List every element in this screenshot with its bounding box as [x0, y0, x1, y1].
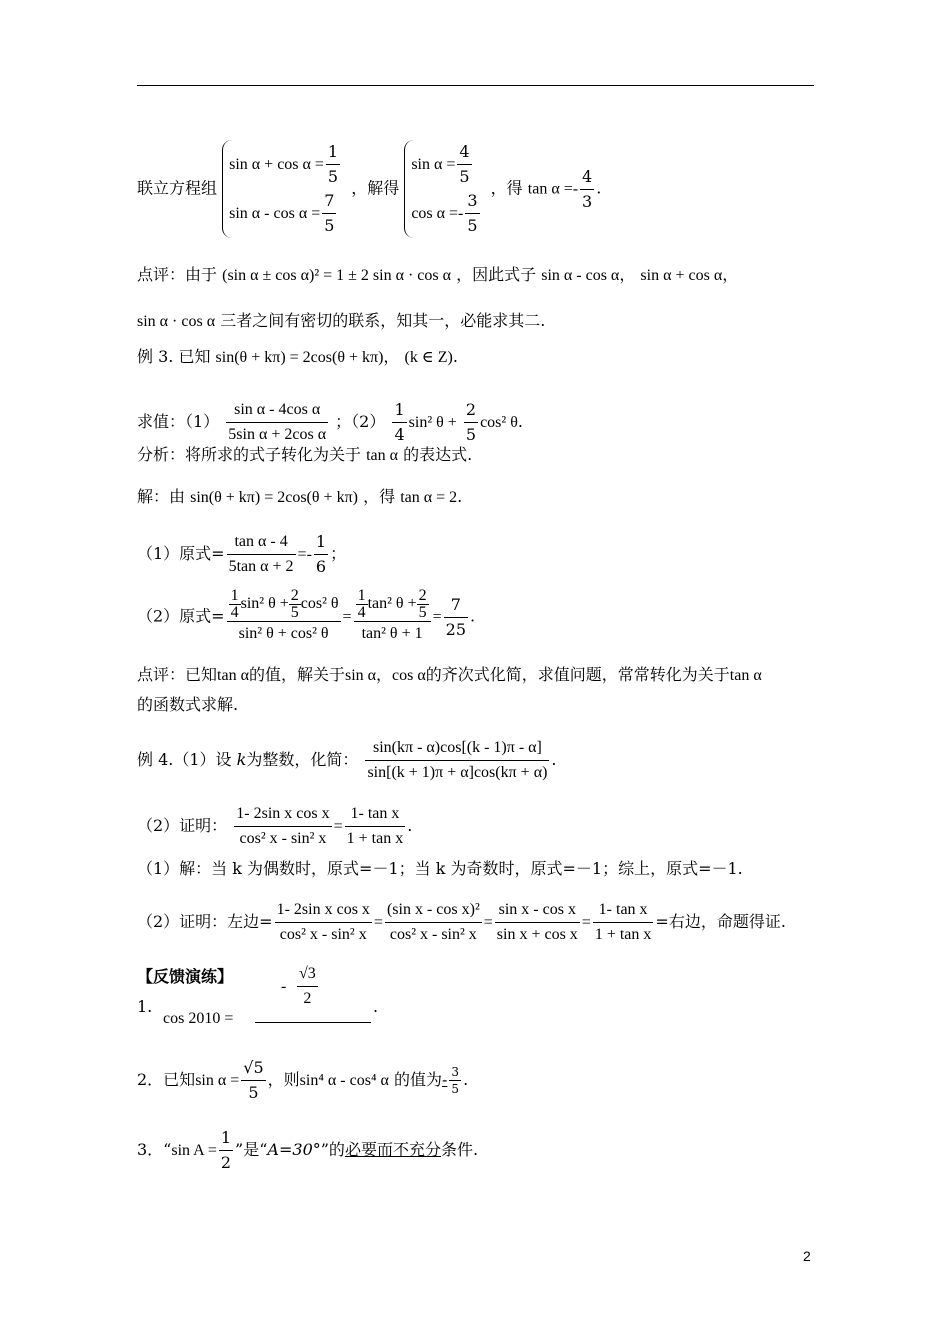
- comment-mid: ，因此式子: [456, 265, 537, 284]
- q2-mid: ，则: [267, 1070, 300, 1089]
- q2-tail: 的值为: [394, 1070, 443, 1089]
- solve-mid: ，得: [363, 487, 396, 506]
- period: .: [517, 412, 523, 431]
- semicolon: ；: [330, 544, 347, 563]
- frac-num: 1- 2sin x cos x: [234, 802, 331, 827]
- frac-den: 5: [465, 425, 477, 444]
- ans2-lead: （2）证明：左边=: [137, 912, 273, 931]
- frac-den: 5: [327, 167, 339, 186]
- answer2-line: [137, 898, 827, 947]
- frac-num: 1: [392, 398, 406, 423]
- expr-1: sin α - cos α: [541, 267, 620, 284]
- frac-den: 3: [582, 191, 593, 211]
- eq: =: [581, 914, 591, 931]
- frac-num: √3: [297, 962, 318, 987]
- period: .: [373, 997, 379, 1016]
- frac-den: 5: [290, 604, 299, 621]
- s2-d2: tan² θ + 1: [361, 625, 423, 642]
- ex3-given: sin(θ + kπ) = 2cos(θ + kπ): [215, 349, 384, 366]
- frac-den: 4: [357, 604, 366, 621]
- q2-lead: 2．已知: [137, 1070, 196, 1089]
- period: .: [457, 487, 463, 506]
- c2-c: 的值，解关于: [248, 665, 345, 684]
- text-tail: ，得: [490, 178, 523, 198]
- identity-formula: (sin α ± cos α)² = 1 ± 2 sin α · cos α: [222, 267, 452, 284]
- step1-line: [137, 530, 827, 579]
- ex4-mid: 为整数，化简：: [246, 750, 359, 769]
- frac-den: cos² x - sin² x: [239, 830, 327, 847]
- solve-result: tan α = 2: [400, 489, 458, 506]
- eq: =: [373, 914, 383, 931]
- frac-den: 1 + tan x: [346, 830, 404, 847]
- period: .: [452, 347, 458, 366]
- solve-line: [137, 486, 827, 509]
- tan-eq: tan α =-: [527, 180, 579, 198]
- frac-num: √5: [241, 1056, 265, 1081]
- expr-2: sin α + cos α: [640, 267, 723, 284]
- ex4-lead: 例 4.（1）设: [137, 750, 232, 769]
- frac-num: 1: [314, 530, 328, 555]
- frac-num: tan α - 4: [227, 530, 296, 555]
- frac-num: 1: [230, 587, 239, 604]
- frac-den: cos² x - sin² x: [389, 926, 477, 943]
- sol2: cos α =-: [411, 205, 464, 222]
- frac-num: 2: [290, 587, 299, 604]
- frac-den: 5sin α + 2cos α: [228, 426, 327, 443]
- s1-lead: （1）原式=: [137, 544, 225, 563]
- q3-lead: 3．“: [137, 1140, 172, 1159]
- step2-line: [137, 588, 827, 646]
- q3-answer: 必要而不充分: [344, 1140, 441, 1159]
- ex4b-lead: （2）证明：: [137, 816, 228, 835]
- c2-e: ，: [376, 665, 393, 684]
- frac-num: 1: [326, 140, 340, 165]
- comment2-line1: [137, 664, 827, 687]
- frac-num: 1: [219, 1126, 233, 1151]
- frac-num: (sin x - cos x)²: [385, 898, 482, 923]
- frac-num: sin x - cos x: [495, 898, 580, 923]
- eq: =: [432, 608, 442, 626]
- frac-den: 25: [445, 619, 466, 639]
- frac-num: sin α - 4cos α: [226, 398, 328, 423]
- s2-n1: sin² θ +: [240, 595, 289, 613]
- analysis-expr: tan α: [366, 447, 399, 464]
- comment2-line2: [137, 694, 827, 716]
- frac-den: 5: [459, 167, 470, 186]
- ask-line: [137, 398, 827, 447]
- frac-num: 1- tan x: [593, 898, 654, 923]
- practice-title-text: 【反馈演练】: [137, 967, 234, 986]
- s2-n1b: cos² θ: [300, 595, 339, 613]
- sep: ，: [722, 265, 739, 284]
- s2-lead: （2）原式=: [137, 606, 225, 626]
- q3-mid2: ”的: [320, 1140, 345, 1159]
- example4-line: [137, 736, 827, 785]
- frac-num: 1- 2sin x cos x: [275, 898, 372, 923]
- frac-den: 5: [467, 216, 478, 235]
- q1-ans-sign: -: [281, 978, 287, 995]
- c2-d: sin α: [344, 667, 377, 684]
- frac-den: sin[(k + 1)π + α]cos(kπ + α): [367, 764, 548, 781]
- period: .: [463, 1070, 469, 1089]
- frac-num: 7: [322, 189, 336, 214]
- frac-num: 3: [451, 1065, 460, 1079]
- comment1-line2: [137, 310, 827, 333]
- ask-lead: 求值：（1）: [137, 412, 220, 431]
- eq: =: [342, 608, 352, 626]
- period: .: [407, 816, 413, 835]
- s2-d1: sin² θ + cos² θ: [238, 625, 329, 642]
- q2-given: sin α =: [195, 1072, 240, 1089]
- q2-answer: [442, 1065, 463, 1096]
- frac-den: 4: [394, 425, 405, 444]
- frac-num: 1- tan x: [345, 802, 406, 827]
- frac-den: 2: [303, 990, 312, 1007]
- q3-cond: A=30°: [267, 1140, 321, 1159]
- text-lead: 联立方程组: [137, 178, 218, 198]
- solve-given: sin(θ + kπ) = 2cos(θ + kπ): [190, 489, 358, 506]
- q3-tail: 条件.: [440, 1140, 479, 1159]
- eq2: sin α - cos α =: [229, 205, 321, 222]
- frac-den: 4: [230, 604, 239, 621]
- expr-3: sin α · cos α: [137, 313, 216, 330]
- analysis-lead: 分析：将所求的式子转化为关于: [137, 445, 362, 464]
- s1-eq: =-: [297, 546, 312, 563]
- eq1: sin α + cos α =: [229, 156, 324, 173]
- frac-num: sin(kπ - α)cos[(k - 1)π - α]: [365, 736, 549, 761]
- frac-den: 2: [220, 1153, 232, 1172]
- c2-g: 的齐次式化简，求值问题，常常转化为关于: [425, 665, 730, 684]
- frac-num: 7: [444, 593, 468, 618]
- text-mid: ，解得: [351, 178, 400, 198]
- ask-mid: ；（2）: [335, 412, 386, 431]
- system-line: [137, 140, 827, 238]
- sep: ，: [383, 347, 400, 366]
- frac-den: 5: [324, 216, 335, 235]
- comment1-line1: [137, 264, 827, 287]
- ask-part2b: cos² θ: [480, 414, 518, 431]
- frac-num: 3: [465, 189, 479, 214]
- s2-n2: tan² θ +: [367, 595, 417, 613]
- ans2-tail: =右边，命题得证.: [655, 912, 786, 931]
- example4b-line: [137, 802, 827, 851]
- frac-den: 5tan α + 2: [228, 558, 294, 575]
- page-number: 2: [803, 1248, 811, 1264]
- frac-den: sin x + cos x: [496, 926, 578, 943]
- system-brace: [222, 140, 346, 238]
- eq: =: [333, 818, 343, 835]
- frac-den: 5: [451, 1082, 460, 1096]
- q3-mid: ”是“: [235, 1140, 268, 1159]
- analysis-line: [137, 444, 827, 467]
- q1-answer-blank: [255, 965, 371, 1023]
- q3-expr: sin A =: [171, 1142, 217, 1159]
- sep: ，: [619, 265, 636, 284]
- solve-lead: 解：由: [137, 487, 186, 506]
- period: .: [596, 178, 602, 198]
- frac-den: cos² x - sin² x: [279, 926, 367, 943]
- ex3-cond: (k ∈ Z): [404, 349, 453, 366]
- q2-ans-sign: -: [442, 1070, 448, 1089]
- practice-q2: [137, 1056, 827, 1105]
- frac-den: 6: [315, 557, 327, 576]
- analysis-tail: 的表达式.: [403, 445, 473, 464]
- answer1-line: [137, 858, 827, 880]
- comment-lead: 点评：由于: [137, 265, 218, 284]
- practice-q3: [137, 1126, 827, 1175]
- c2-a: 点评：已知: [137, 665, 218, 684]
- period: .: [470, 606, 476, 626]
- c2-b: tan α: [217, 667, 249, 684]
- sol1: sin α =: [411, 156, 456, 173]
- frac-den: 5: [418, 604, 427, 621]
- ex3-lead: 例 3. 已知: [137, 347, 211, 366]
- example3-line: [137, 346, 827, 369]
- frac-num: 2: [418, 587, 427, 604]
- comment-tail: 三者之间有密切的联系，知其一，必能求其二.: [220, 311, 546, 330]
- c2-l2: 的函数式求解.: [137, 695, 239, 714]
- solution-brace: [404, 140, 485, 238]
- eq: =: [483, 914, 493, 931]
- frac-den: 5: [248, 1083, 259, 1102]
- ex4-k: k: [236, 750, 247, 769]
- practice-title: [137, 966, 827, 988]
- q2-expr: sin⁴ α - cos⁴ α: [299, 1072, 389, 1089]
- frac-num: 4: [457, 140, 471, 165]
- c2-h: tan α: [729, 667, 762, 684]
- frac-num: 4: [580, 165, 594, 190]
- frac-num: 2: [464, 398, 478, 423]
- ans1-text: （1）解：当 k 为偶数时，原式=－1；当 k 为奇数时，原式=－1；综上，原式=－1.: [137, 859, 743, 878]
- frac-num: 1: [357, 587, 366, 604]
- frac-den: 1 + tan x: [594, 926, 652, 943]
- q1-num: 1.: [137, 997, 153, 1016]
- period: .: [551, 750, 557, 769]
- ask-part2: sin² θ +: [408, 414, 457, 431]
- q1-expr: cos 2010 =: [163, 1010, 234, 1027]
- header-rule: [137, 85, 814, 86]
- c2-f: cos α: [392, 667, 426, 684]
